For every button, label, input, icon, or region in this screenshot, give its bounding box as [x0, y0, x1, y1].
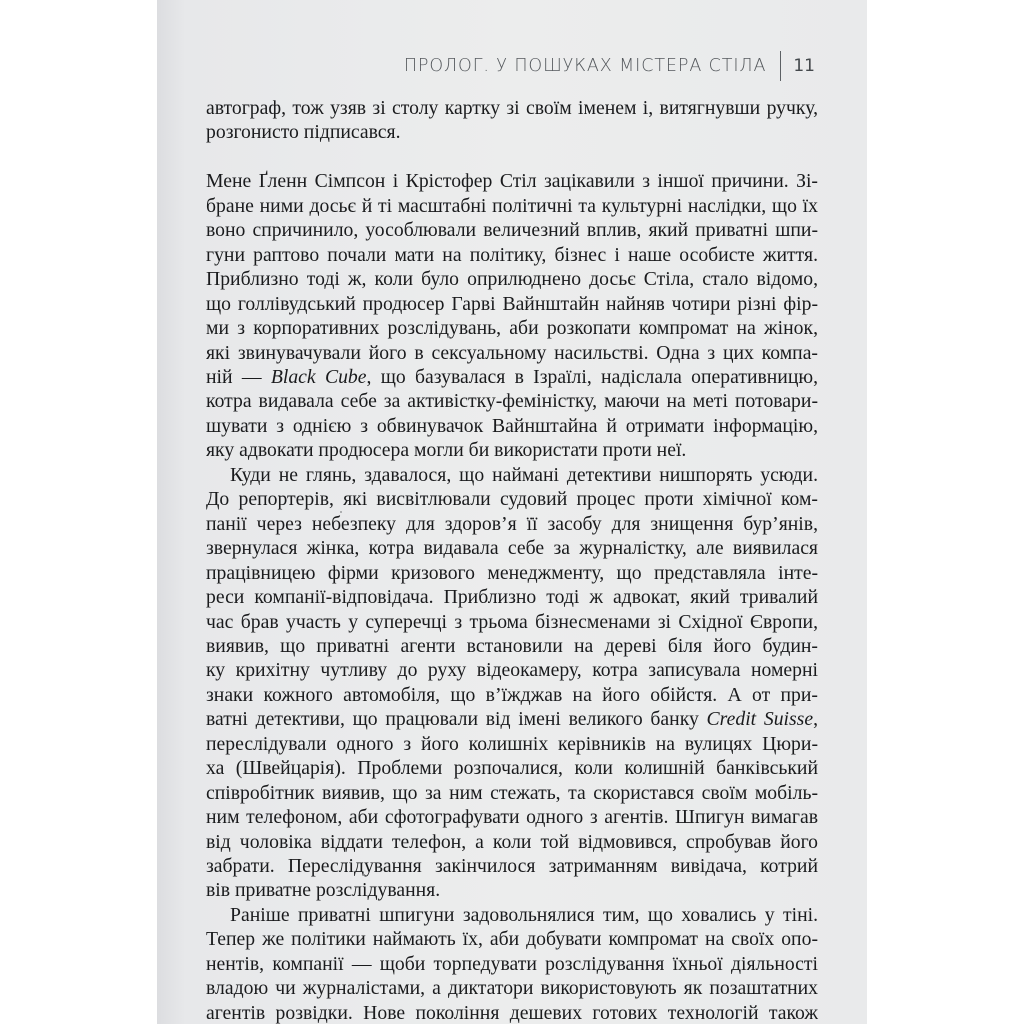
text-line: працівницею фірми кризового менеджменту, що представляла інте- [206, 561, 818, 584]
page-number: 11 [793, 56, 815, 76]
text-line: від чоловіка віддати телефон, а коли той відмовився, спробував його [206, 830, 818, 853]
text-line: виявив, що приватні агенти встановили на дереві біля його будин- [206, 634, 818, 657]
text-segment: , [813, 708, 818, 731]
book-page [157, 0, 867, 1024]
text-line: Приблизно тоді ж, коли було оприлюднено досьє Стіла, стало відомо, [206, 268, 818, 291]
text-line: агентів розвідки. Нове покоління дешевих готових технологій також [206, 1001, 818, 1024]
text-segment: ватні детективи, що працювали від імені великого банку [206, 708, 707, 731]
text-line: вів приватне розслідування. [206, 879, 441, 902]
company-name-italic: Black Cube [270, 365, 367, 388]
text-line: Мене Ґленн Сімпсон і Крістофер Стіл зацікавили з іншої причини. Зі- [206, 170, 818, 193]
paragraph-1 [206, 96, 818, 145]
text-line: забрати. Переслідування закінчилося затриманням вивідача, котрий [206, 855, 818, 878]
text-segment: ній — [206, 365, 271, 388]
text-line: шувати з однією з обвинувачок Вайнштайна й отримати інформацію, [206, 414, 818, 437]
text-line: котра видавала себе за активістку-феміністку, маючи на меті потовари- [206, 390, 818, 413]
text-line: панії через небезпеку для здоров’я її засобу для знищення бур’янів, [206, 512, 818, 535]
paragraph-4 [206, 903, 818, 1025]
text-line: які звинувачували його в сексуальному насильстві. Одна з цих компа- [206, 341, 818, 364]
header-separator [780, 51, 781, 81]
text-line: ку крихітну чутливу до руху відеокамеру, котра записувала номерні [206, 659, 818, 682]
text-line: автограф, тож узяв зі столу картку зі своїм іменем і, витягнувши ручку, [206, 97, 818, 119]
text-segment: , що базувалася в Ізраїлі, надіслала оперативницю, [366, 365, 819, 388]
text-line: Тепер же політики наймають їх, аби добувати компромат на своїх опо- [206, 928, 818, 951]
text-line: ха (Швейцарія). Проблеми розпочалися, коли колишній банківський [206, 757, 818, 780]
text-line: ми з корпоративних розслідувань, аби розкопати компромат на жінок, [206, 317, 818, 340]
text-line: ним телефоном, аби сфотографувати одного з агентів. Шпигун вимагав [206, 806, 818, 829]
text-line: Куди не глянь, здавалося, що наймані детективи нишпорять усюди. [230, 463, 818, 486]
text-line: час брав участь у суперечці з трьома бізнесменами зі Східної Європи, [206, 610, 818, 633]
text-line: Раніше приватні шпигуни задовольнялися тим, що ховались у тіні. [230, 903, 818, 926]
text-line: розгонисто підписався. [206, 121, 401, 144]
text-line: переслідували одного з його колишніх керівників на вулицях Цюри- [206, 732, 818, 755]
text-line-with-italic [206, 365, 818, 389]
paragraph-2 [206, 169, 818, 462]
text-line: що голлівудський продюсер Гарві Вайнштайн найняв чотири різні фір- [206, 292, 818, 315]
stray-dot [340, 511, 342, 513]
text-line: знаки кожного автомобіля, що в’їжджав на його обійстя. А от при- [206, 683, 818, 706]
text-line: До репортерів, які висвітлювали судовий процес проти хімічної ком- [206, 488, 818, 511]
text-line: яку адвокати продюсера могли би використати проти неї. [206, 439, 687, 462]
running-title: ПРОЛОГ. У ПОШУКАХ МІСТЕРА СТІЛА [403, 56, 767, 76]
text-line: владою чи журналістами, а диктатори використовують як позаштатних [206, 977, 818, 1000]
text-line: бране ними досьє й ті масштабні політичні та культурні наслідки, що їх [206, 194, 818, 217]
text-line: нентів, компанії — щоби торпедувати розслідування їхньої діяльності [206, 952, 818, 975]
text-line: реси компанії-відповідача. Приблизно тоді ж адвокат, який тривалий [206, 586, 818, 609]
text-line: співробітник виявив, що за ним стежать, та скористався своїм мобіль- [206, 781, 818, 804]
text-line: воно спричинило, уособлювали величезний вплив, який приватні шпи- [206, 219, 818, 242]
text-line: звернулася жінка, котра видавала себе за журналістку, але виявилася [206, 537, 818, 560]
bank-name-italic: Credit Suisse [706, 708, 814, 731]
paragraph-3 [206, 463, 818, 903]
text-line: гуни раптово почали мати на політику, бізнес і наше особисте життя. [206, 243, 818, 266]
page-header [404, 50, 815, 82]
text-line-with-italic [206, 707, 818, 731]
page-body-text [206, 96, 818, 1025]
